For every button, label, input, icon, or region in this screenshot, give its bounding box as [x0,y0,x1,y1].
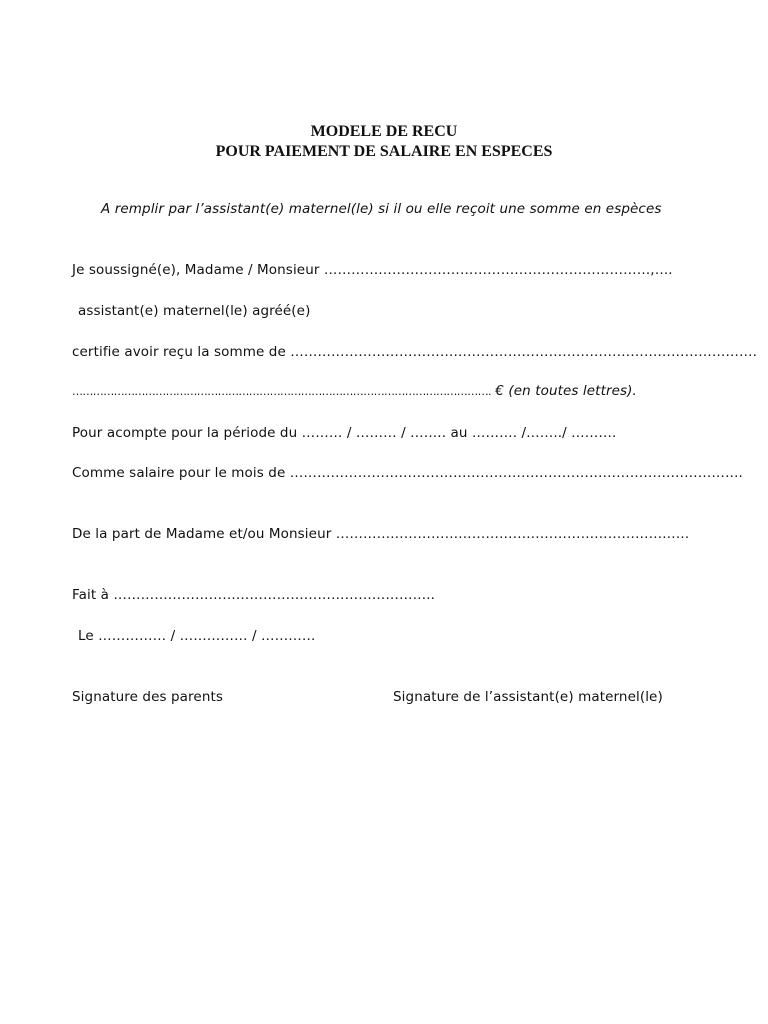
date-field: Le …………… / …………… / ………… [78,628,316,644]
somme-lettres-dots: …………………………………………………………………………………………………………. [72,385,491,398]
document-title-line-1: MODELE DE RECU [310,123,458,140]
somme-lettres-field [72,382,637,401]
periode-field: Pour acompte pour la période du ……… / ……… / …….. au ………. /……../ ………. [72,425,617,441]
instruction-text: A remplir par l’assistant(e) maternel(le) si il ou elle reçoit une somme en espèces [101,201,662,217]
lieu-field: Fait à …………………………………………………………….. [72,587,435,603]
signature-assistant-label: Signature de l’assistant(e) maternel(le) [393,689,663,705]
somme-lettres-suffix: € (en toutes lettres). [490,383,637,399]
soussigne-field: Je soussigné(e), Madame / Monsieur ………………………………………………………………,…. [72,262,673,278]
somme-chiffres-field: certifie avoir reçu la somme de …………………………………………………………………………………………. [72,344,758,360]
employeur-field: De la part de Madame et/ou Monsieur …………………………………………………………………… [72,526,690,542]
document-title-line-2: POUR PAIEMENT DE SALAIRE EN ESPECES [215,143,553,160]
mois-field: Comme salaire pour le mois de ………………………………………………………………………………………. [72,465,743,481]
signature-parents-label: Signature des parents [72,689,224,705]
assistant-agree-text: assistant(e) maternel(le) agréé(e) [78,303,311,319]
